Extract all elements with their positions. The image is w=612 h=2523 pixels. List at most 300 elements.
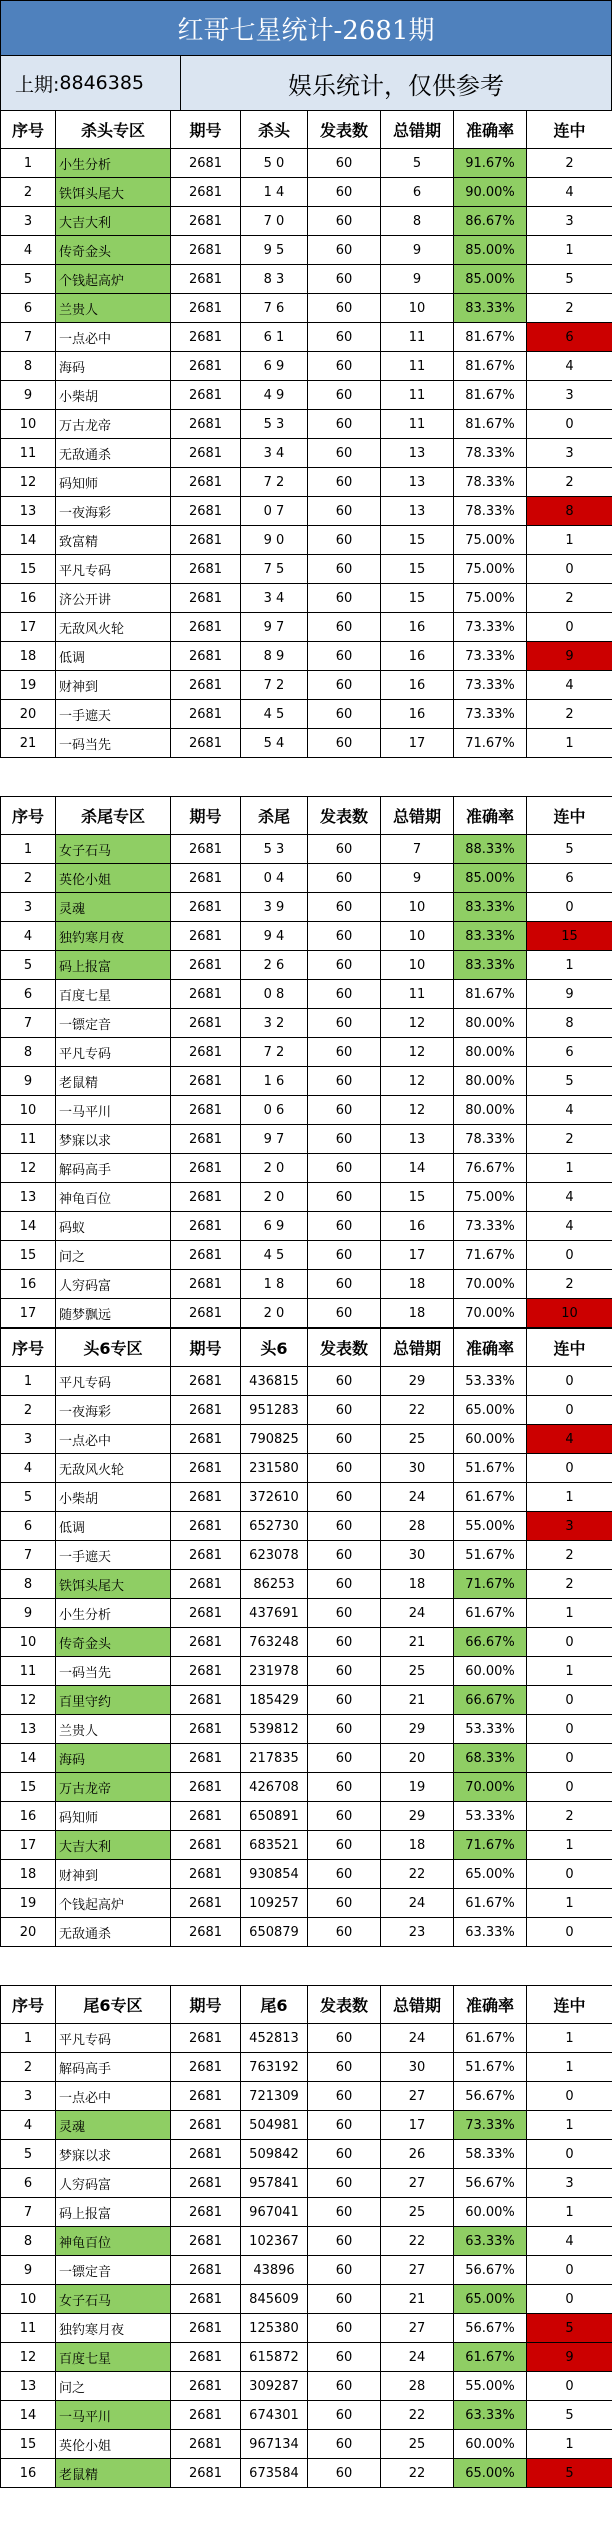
count-cell: 60: [308, 1241, 381, 1270]
row-number: 17: [1, 613, 56, 642]
error-count-cell: 28: [381, 1512, 454, 1541]
accuracy-cell: 60.00%: [454, 1657, 527, 1686]
error-count-cell: 27: [381, 2314, 454, 2343]
accuracy-cell: 68.33%: [454, 1744, 527, 1773]
error-count-cell: 24: [381, 1483, 454, 1512]
error-count-cell: 20: [381, 1744, 454, 1773]
table-row: [1, 1541, 612, 1570]
expert-name: 一马平川: [56, 2401, 171, 2430]
table-row: [1, 893, 612, 922]
count-cell: 60: [308, 410, 381, 439]
pick-cell: 930854: [241, 1860, 308, 1889]
expert-name: 问之: [56, 1241, 171, 1270]
pick-cell: 683521: [241, 1831, 308, 1860]
count-cell: 60: [308, 893, 381, 922]
column-header: 序号: [1, 1986, 56, 2024]
streak-cell: 2: [527, 294, 612, 323]
expert-name: 解码高手: [56, 1154, 171, 1183]
expert-name: 海码: [56, 1744, 171, 1773]
expert-name: 兰贵人: [56, 1715, 171, 1744]
streak-cell: 1: [527, 1831, 612, 1860]
pick-cell: 5 3: [241, 410, 308, 439]
error-count-cell: 27: [381, 2256, 454, 2285]
streak-cell: 1: [527, 526, 612, 555]
count-cell: 60: [308, 323, 381, 352]
accuracy-cell: 81.67%: [454, 980, 527, 1009]
expert-name: 码上报富: [56, 2198, 171, 2227]
pick-cell: 4 5: [241, 700, 308, 729]
column-header: 期号: [171, 1329, 241, 1367]
table-row: [1, 922, 612, 951]
count-cell: 60: [308, 1657, 381, 1686]
table-row: [1, 178, 612, 207]
pick-cell: 309287: [241, 2372, 308, 2401]
streak-cell: 1: [527, 2053, 612, 2082]
table-row: [1, 2314, 612, 2343]
period-cell: 2681: [171, 1038, 241, 1067]
error-count-cell: 21: [381, 2285, 454, 2314]
count-cell: 60: [308, 526, 381, 555]
count-cell: 60: [308, 1715, 381, 1744]
error-count-cell: 11: [381, 352, 454, 381]
period-cell: 2681: [171, 729, 241, 758]
row-number: 15: [1, 2430, 56, 2459]
streak-cell: 4: [527, 1096, 612, 1125]
error-count-cell: 18: [381, 1570, 454, 1599]
pick-cell: 1 8: [241, 1270, 308, 1299]
table-row: [1, 2372, 612, 2401]
table-row: [1, 323, 612, 352]
period-cell: 2681: [171, 1889, 241, 1918]
table-row: [1, 1299, 612, 1328]
streak-cell: 0: [527, 613, 612, 642]
accuracy-cell: 81.67%: [454, 381, 527, 410]
count-cell: 60: [308, 1802, 381, 1831]
pick-cell: 967134: [241, 2430, 308, 2459]
error-count-cell: 24: [381, 1599, 454, 1628]
accuracy-cell: 56.67%: [454, 2256, 527, 2285]
accuracy-cell: 71.67%: [454, 729, 527, 758]
error-count-cell: 15: [381, 1183, 454, 1212]
row-number: 3: [1, 2082, 56, 2111]
table-row: [1, 2024, 612, 2053]
accuracy-cell: 55.00%: [454, 2372, 527, 2401]
row-number: 7: [1, 2198, 56, 2227]
streak-cell: 0: [527, 2140, 612, 2169]
period-cell: 2681: [171, 2111, 241, 2140]
error-count-cell: 9: [381, 265, 454, 294]
accuracy-cell: 80.00%: [454, 1067, 527, 1096]
row-number: 12: [1, 1686, 56, 1715]
error-count-cell: 12: [381, 1096, 454, 1125]
accuracy-cell: 63.33%: [454, 2227, 527, 2256]
expert-name: 小柴胡: [56, 1483, 171, 1512]
column-header: 杀头专区: [56, 111, 171, 149]
table-row: [1, 410, 612, 439]
error-count-cell: 16: [381, 700, 454, 729]
expert-name: 一镖定音: [56, 2256, 171, 2285]
period-cell: 2681: [171, 1454, 241, 1483]
table-row: [1, 2401, 612, 2430]
streak-cell: 1: [527, 236, 612, 265]
period-cell: 2681: [171, 893, 241, 922]
count-cell: 60: [308, 980, 381, 1009]
pick-cell: 7 5: [241, 555, 308, 584]
period-cell: 2681: [171, 1541, 241, 1570]
streak-cell: 0: [527, 1396, 612, 1425]
pick-cell: 509842: [241, 2140, 308, 2169]
count-cell: 60: [308, 1541, 381, 1570]
row-number: 19: [1, 1889, 56, 1918]
accuracy-cell: 75.00%: [454, 526, 527, 555]
row-number: 6: [1, 2169, 56, 2198]
motto: [181, 56, 611, 110]
accuracy-cell: 81.67%: [454, 323, 527, 352]
count-cell: 60: [308, 1831, 381, 1860]
row-number: 18: [1, 642, 56, 671]
streak-cell: 1: [527, 951, 612, 980]
column-header: 杀头: [241, 111, 308, 149]
pick-cell: 673584: [241, 2459, 308, 2488]
row-number: 11: [1, 1657, 56, 1686]
period-cell: 2681: [171, 1802, 241, 1831]
row-number: 2: [1, 2053, 56, 2082]
period-cell: 2681: [171, 468, 241, 497]
streak-cell: 0: [527, 555, 612, 584]
accuracy-cell: 80.00%: [454, 1096, 527, 1125]
error-count-cell: 30: [381, 2053, 454, 2082]
streak-cell: 1: [527, 2430, 612, 2459]
table-row: [1, 1183, 612, 1212]
table-row: [1, 1570, 612, 1599]
accuracy-cell: 65.00%: [454, 2285, 527, 2314]
table-row: [1, 381, 612, 410]
period-cell: 2681: [171, 2053, 241, 2082]
streak-cell: 0: [527, 2256, 612, 2285]
expert-name: 兰贵人: [56, 294, 171, 323]
table-row: [1, 2430, 612, 2459]
period-cell: 2681: [171, 2459, 241, 2488]
error-count-cell: 25: [381, 1425, 454, 1454]
table-row: [1, 555, 612, 584]
period-cell: 2681: [171, 584, 241, 613]
period-cell: 2681: [171, 381, 241, 410]
error-count-cell: 16: [381, 1212, 454, 1241]
count-cell: 60: [308, 700, 381, 729]
expert-name: 个钱起高炉: [56, 1889, 171, 1918]
pick-cell: 231580: [241, 1454, 308, 1483]
count-cell: 60: [308, 1512, 381, 1541]
expert-name: 铁饵头尾大: [56, 178, 171, 207]
accuracy-cell: 60.00%: [454, 2430, 527, 2459]
row-number: 14: [1, 1212, 56, 1241]
row-number: 14: [1, 1744, 56, 1773]
accuracy-cell: 60.00%: [454, 1425, 527, 1454]
count-cell: 60: [308, 1125, 381, 1154]
expert-name: 平凡专码: [56, 2024, 171, 2053]
expert-name: 女子石马: [56, 2285, 171, 2314]
count-cell: 60: [308, 584, 381, 613]
expert-name: 铁饵头尾大: [56, 1570, 171, 1599]
pick-cell: 426708: [241, 1773, 308, 1802]
expert-name: 一手遮天: [56, 700, 171, 729]
error-count-cell: 22: [381, 2227, 454, 2256]
row-number: 2: [1, 178, 56, 207]
error-count-cell: 29: [381, 1367, 454, 1396]
stats-table: [0, 110, 612, 758]
count-cell: 60: [308, 1425, 381, 1454]
accuracy-cell: 56.67%: [454, 2314, 527, 2343]
streak-cell: 4: [527, 1183, 612, 1212]
column-header: 尾6专区: [56, 1986, 171, 2024]
row-number: 4: [1, 2111, 56, 2140]
period-cell: 2681: [171, 555, 241, 584]
pick-cell: 86253: [241, 1570, 308, 1599]
error-count-cell: 25: [381, 1657, 454, 1686]
error-count-cell: 16: [381, 671, 454, 700]
accuracy-cell: 65.00%: [454, 1396, 527, 1425]
count-cell: 60: [308, 1773, 381, 1802]
period-cell: 2681: [171, 1860, 241, 1889]
section-spacer: [0, 1947, 612, 1985]
table-row: [1, 2111, 612, 2140]
row-number: 1: [1, 835, 56, 864]
row-number: 2: [1, 1396, 56, 1425]
pick-cell: 8 9: [241, 642, 308, 671]
pick-cell: 7 2: [241, 1038, 308, 1067]
error-count-cell: 15: [381, 555, 454, 584]
error-count-cell: 13: [381, 497, 454, 526]
expert-name: 独钓寒月夜: [56, 922, 171, 951]
period-cell: 2681: [171, 1183, 241, 1212]
period-cell: 2681: [171, 671, 241, 700]
table-row: [1, 1009, 612, 1038]
period-cell: 2681: [171, 2227, 241, 2256]
error-count-cell: 16: [381, 613, 454, 642]
pick-cell: 43896: [241, 2256, 308, 2285]
period-cell: 2681: [171, 1367, 241, 1396]
period-cell: 2681: [171, 294, 241, 323]
accuracy-cell: 78.33%: [454, 439, 527, 468]
period-cell: 2681: [171, 2169, 241, 2198]
expert-name: 传奇金头: [56, 236, 171, 265]
table-row: [1, 2227, 612, 2256]
streak-cell: 0: [527, 2372, 612, 2401]
row-number: 3: [1, 893, 56, 922]
count-cell: 60: [308, 2430, 381, 2459]
table-row: [1, 1212, 612, 1241]
row-number: 15: [1, 1241, 56, 1270]
accuracy-cell: 53.33%: [454, 1802, 527, 1831]
period-cell: 2681: [171, 1396, 241, 1425]
accuracy-cell: 86.67%: [454, 207, 527, 236]
pick-cell: 7 2: [241, 468, 308, 497]
error-count-cell: 11: [381, 410, 454, 439]
period-cell: 2681: [171, 1657, 241, 1686]
period-cell: 2681: [171, 1918, 241, 1947]
column-header: 发表数: [308, 111, 381, 149]
row-number: 5: [1, 265, 56, 294]
streak-cell: 2: [527, 1570, 612, 1599]
error-count-cell: 27: [381, 2169, 454, 2198]
period-cell: 2681: [171, 2401, 241, 2430]
table-row: [1, 2053, 612, 2082]
expert-name: 传奇金头: [56, 1628, 171, 1657]
streak-cell: 6: [527, 1038, 612, 1067]
table-row: [1, 265, 612, 294]
column-header: 序号: [1, 111, 56, 149]
row-number: 20: [1, 1918, 56, 1947]
accuracy-cell: 70.00%: [454, 1773, 527, 1802]
count-cell: 60: [308, 2343, 381, 2372]
accuracy-cell: 65.00%: [454, 1860, 527, 1889]
streak-cell: 9: [527, 2343, 612, 2372]
streak-cell: 0: [527, 1686, 612, 1715]
streak-cell: 4: [527, 2227, 612, 2256]
error-count-cell: 17: [381, 1241, 454, 1270]
column-header: 序号: [1, 1329, 56, 1367]
row-number: 4: [1, 1454, 56, 1483]
table-row: [1, 1067, 612, 1096]
period-cell: 2681: [171, 1425, 241, 1454]
pick-cell: 9 5: [241, 236, 308, 265]
streak-cell: 0: [527, 1628, 612, 1657]
expert-name: 济公开讲: [56, 584, 171, 613]
error-count-cell: 28: [381, 2372, 454, 2401]
period-cell: 2681: [171, 1570, 241, 1599]
period-cell: 2681: [171, 207, 241, 236]
count-cell: 60: [308, 2372, 381, 2401]
streak-cell: 1: [527, 1657, 612, 1686]
streak-cell: 3: [527, 207, 612, 236]
accuracy-cell: 83.33%: [454, 951, 527, 980]
period-cell: 2681: [171, 2256, 241, 2285]
expert-name: 解码高手: [56, 2053, 171, 2082]
page-title: [0, 0, 612, 56]
streak-cell: 0: [527, 1454, 612, 1483]
streak-cell: 4: [527, 178, 612, 207]
period-cell: 2681: [171, 951, 241, 980]
pick-cell: 7 2: [241, 671, 308, 700]
table-row: [1, 497, 612, 526]
row-number: 8: [1, 2227, 56, 2256]
pick-cell: 763248: [241, 1628, 308, 1657]
pick-cell: 1 6: [241, 1067, 308, 1096]
period-cell: 2681: [171, 864, 241, 893]
row-number: 10: [1, 1096, 56, 1125]
column-header: 总错期: [381, 1986, 454, 2024]
expert-name: 一手遮天: [56, 1541, 171, 1570]
expert-name: 码上报富: [56, 951, 171, 980]
period-cell: 2681: [171, 439, 241, 468]
streak-cell: 0: [527, 1241, 612, 1270]
error-count-cell: 17: [381, 2111, 454, 2140]
count-cell: 60: [308, 1918, 381, 1947]
streak-cell: 4: [527, 352, 612, 381]
accuracy-cell: 73.33%: [454, 642, 527, 671]
accuracy-cell: 85.00%: [454, 265, 527, 294]
period-cell: 2681: [171, 1067, 241, 1096]
column-header: 连中: [527, 111, 612, 149]
column-header: 准确率: [454, 797, 527, 835]
streak-cell: 1: [527, 2111, 612, 2140]
pick-cell: 674301: [241, 2401, 308, 2430]
pick-cell: 615872: [241, 2343, 308, 2372]
expert-name: 一点必中: [56, 2082, 171, 2111]
count-cell: 60: [308, 1067, 381, 1096]
pick-cell: 6 1: [241, 323, 308, 352]
period-cell: 2681: [171, 2082, 241, 2111]
table-row: [1, 1686, 612, 1715]
count-cell: 60: [308, 1009, 381, 1038]
accuracy-cell: 61.67%: [454, 1483, 527, 1512]
table-row: [1, 642, 612, 671]
count-cell: 60: [308, 468, 381, 497]
row-number: 2: [1, 864, 56, 893]
streak-cell: 5: [527, 2314, 612, 2343]
error-count-cell: 14: [381, 1154, 454, 1183]
accuracy-cell: 80.00%: [454, 1009, 527, 1038]
expert-name: 英伦小姐: [56, 2430, 171, 2459]
pick-cell: 7 0: [241, 207, 308, 236]
period-cell: 2681: [171, 1483, 241, 1512]
pick-cell: 0 8: [241, 980, 308, 1009]
error-count-cell: 22: [381, 1396, 454, 1425]
table-row: [1, 700, 612, 729]
count-cell: 60: [308, 2140, 381, 2169]
accuracy-cell: 81.67%: [454, 410, 527, 439]
period-cell: 2681: [171, 178, 241, 207]
pick-cell: 951283: [241, 1396, 308, 1425]
count-cell: 60: [308, 352, 381, 381]
accuracy-cell: 73.33%: [454, 2111, 527, 2140]
period-cell: 2681: [171, 323, 241, 352]
error-count-cell: 13: [381, 468, 454, 497]
streak-cell: 3: [527, 2169, 612, 2198]
error-count-cell: 10: [381, 922, 454, 951]
count-cell: 60: [308, 149, 381, 178]
row-number: 8: [1, 1038, 56, 1067]
streak-cell: 0: [527, 893, 612, 922]
pick-cell: 845609: [241, 2285, 308, 2314]
count-cell: 60: [308, 835, 381, 864]
accuracy-cell: 78.33%: [454, 1125, 527, 1154]
row-number: 15: [1, 555, 56, 584]
column-header: 期号: [171, 111, 241, 149]
error-count-cell: 21: [381, 1628, 454, 1657]
period-cell: 2681: [171, 526, 241, 555]
count-cell: 60: [308, 2459, 381, 2488]
error-count-cell: 12: [381, 1009, 454, 1038]
pick-cell: 102367: [241, 2227, 308, 2256]
period-cell: 2681: [171, 980, 241, 1009]
row-number: 14: [1, 2401, 56, 2430]
streak-cell: 1: [527, 729, 612, 758]
streak-cell: 2: [527, 1125, 612, 1154]
error-count-cell: 9: [381, 236, 454, 265]
table-row: [1, 1657, 612, 1686]
count-cell: 60: [308, 207, 381, 236]
stats-table: [0, 1985, 612, 2488]
expert-name: 一夜海彩: [56, 497, 171, 526]
pick-cell: 721309: [241, 2082, 308, 2111]
period-cell: 2681: [171, 236, 241, 265]
expert-name: 随梦飘远: [56, 1299, 171, 1328]
stats-table: [0, 796, 612, 1328]
error-count-cell: 23: [381, 1918, 454, 1947]
row-number: 19: [1, 671, 56, 700]
stats-tables: [0, 110, 612, 2488]
